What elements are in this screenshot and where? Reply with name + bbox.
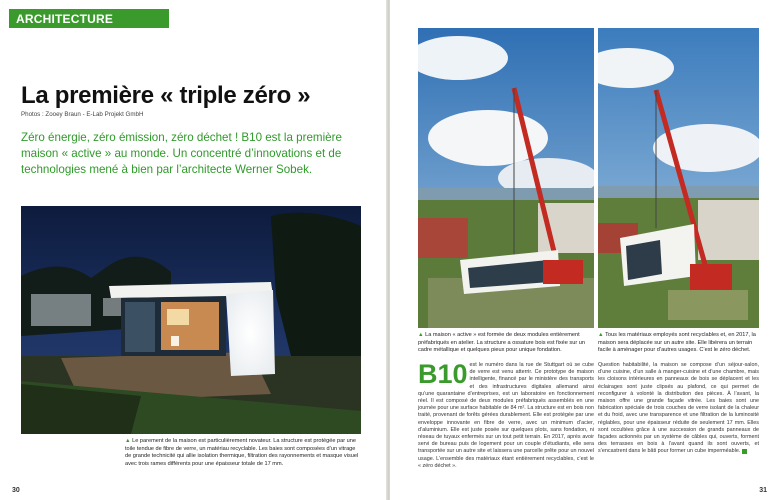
- caption-marker-icon: ▲: [125, 438, 133, 444]
- left-page: [0, 0, 387, 500]
- body-column-1: [418, 359, 594, 470]
- crane-right-caption-text: Tous les matériaux employés sont recyclables et, en 2017, la maison sera déplacée sur un autre site. Elle libérera un terrain facile à aménager pour d’autres usages. C’est le zéro déchet.: [598, 332, 756, 353]
- article-title: La première « triple zéro »: [21, 82, 311, 109]
- crane-photo-right: [598, 28, 759, 328]
- body-column-1-text: est le numéro dans la rue de Stuttgart où se cube de verre est venu atterrir. Ce prototype de maison intelligente, financé par le ministère des transports et des infrastructures digitales allemand ainsi qu’une quarantaine d’entreprises, est un laboratoire en fonctionnement réel. Il est composé de deux modules préfabriqués assemblés en une journée pour une surface habitable de 84 m². La structure est en bois non traité, provenant de forêts gérées durablement. Elle est protégée par une enveloppe innovante en fibre de verre, avec un minimum d’acier, d’aluminium. Elle est juste posée sur quelques plots, sans fondation, ni réseau de tuyaux enfermés sur un tout petit terrain. En 2017, après avoir servi de bureau puis de logement pour un couple d’étudiants, elle sera transportée sur un autre site et laissera une parcelle prête pour un nouvel usage. L’ensemble des matériaux étant entièrement recyclables, c’est le « zéro déchet ».: [418, 362, 594, 469]
- night-photo-caption: [125, 438, 361, 468]
- caption-marker-icon-3: ▲: [598, 332, 606, 338]
- page-number-right: 31: [759, 487, 767, 494]
- crane-left-caption-text: La maison « active » est formée de deux modules entièrement préfabriqués en atelier. La structure a ossature bois est fixée sur un cadre métallique et quelques pieux pour unique fondation.: [418, 332, 585, 353]
- right-page: [390, 0, 779, 500]
- drop-cap: B10: [418, 359, 468, 389]
- body-column-2-text: Question habitabilité, la maison se compose d’un séjour-salon, d’une cuisine, d’un salle à manger-cuisine et d’une chambre, mais les cloisons intérieures en panneaux de bois se déplacent et les éclairages sont juste clipsés au plafond, ce qui permet de reconfigurer à volonté la distribution des pièces. À l’avant, la maison offre une grande façade vitrée. Les baies sont une fabrication spéciale de trois couches de verre isolant de la chaleur et du froid, avec une transparence et une filtration de la luminosité réglables, pour une épaisseur réduite de seulement 17 mm. Elles sont occultées grâce à une succession de grands panneaux de façades actionnés par un système de câbles qui, ouverts, forment des terrasses en bois à l’avant quand ils sont ouverts, et s’encastrent dans le bâti pour former un cube imperméable.: [598, 362, 759, 455]
- section-tab: [9, 9, 169, 28]
- crane-right-caption: [598, 332, 759, 355]
- article-lead: Zéro énergie, zéro émission, zéro déchet ! B10 est la première maison « active » au monde. Un concentré d’innovations et de technologies mené à bien par l’architecte Werner Sobek.: [21, 131, 342, 176]
- body-column-2: [598, 362, 759, 456]
- crane-left-caption: [418, 332, 594, 355]
- night-caption-text: Le parement de la maison est particulièrement novateur. La structure est protégée par une toile tendue de fibre de verre, un matériau recyclable. Les baies sont composées d’un vitrage de grande technicité qui allie isolation thermique, filtration des rayonnements et masque visuel avec trois rames différents pour une épaisseur totale de 17 mm.: [125, 438, 359, 467]
- night-house-photo: [21, 206, 361, 434]
- crane-photo-left: [418, 28, 594, 328]
- page-number-left: 30: [12, 487, 20, 494]
- caption-marker-icon-2: ▲: [418, 332, 426, 338]
- photo-credits: Photos : Zooey Braun - E-Lab Projekt GmbH: [21, 111, 144, 118]
- end-of-article-mark: [742, 449, 747, 454]
- section-label: ARCHITECTURE: [16, 12, 114, 26]
